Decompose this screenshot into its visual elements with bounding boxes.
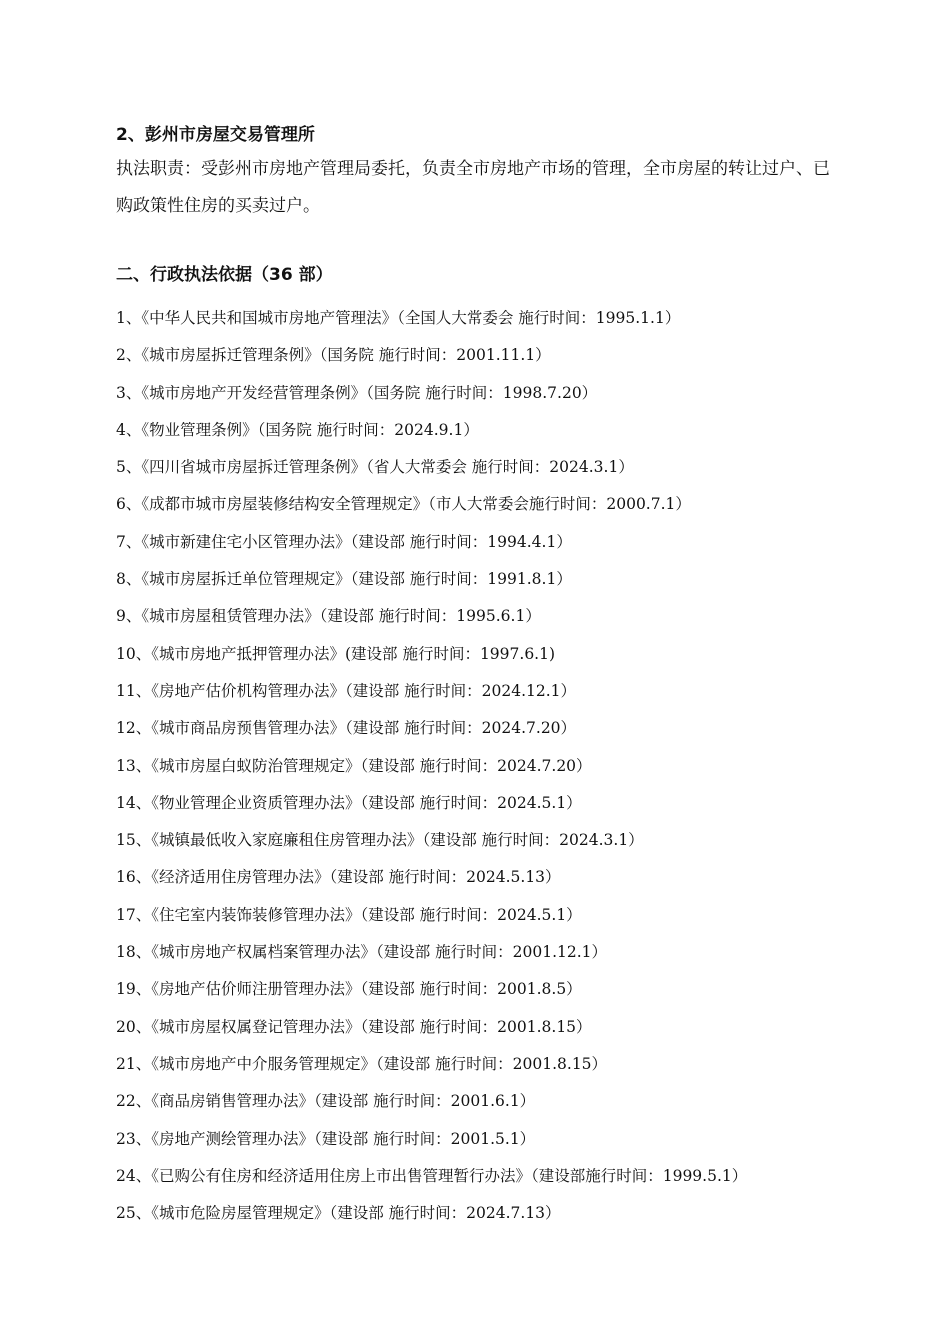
list-item: 14、《物业管理企业资质管理办法》（建设部 施行时间：2024.5.1） (116, 793, 582, 812)
list-item: 9、《城市房屋租赁管理办法》（建设部 施行时间：1995.6.1） (116, 607, 541, 626)
list-item: 8、《城市房屋拆迁单位管理规定》（建设部 施行时间：1991.8.1） (116, 570, 572, 589)
section-title-enforcement-basis: 二、行政执法依据（36 部） (116, 265, 333, 285)
enforcement-duty-paragraph: 执法职责：受彭州市房地产管理局委托，负责全市房地产市场的管理，全市房屋的转让过户、已购政策性住房的买卖过户。 (116, 159, 830, 216)
list-item: 16、《经济适用住房管理办法》（建设部 施行时间：2024.5.13） (116, 868, 561, 887)
list-item: 1、《中华人民共和国城市房地产管理法》（全国人大常委会 施行时间：1995.1.1） (116, 309, 681, 327)
list-item: 23、《房地产测绘管理办法》（建设部 施行时间：2001.5.1） (116, 1129, 536, 1148)
list-item: 19、《房地产估价师注册管理办法》（建设部 施行时间：2001.8.5） (116, 980, 582, 999)
list-item: 2、《城市房屋拆迁管理条例》（国务院 施行时间：2001.11.1） (116, 346, 551, 365)
list-item: 10、《城市房地产抵押管理办法》(建设部 施行时间：1997.6.1) (116, 644, 556, 663)
section-title-housing-trading-office: 2、彭州市房屋交易管理所 (116, 125, 315, 145)
list-item: 11、《房地产估价机构管理办法》（建设部 施行时间：2024.12.1） (116, 681, 577, 700)
list-item: 24、《已购公有住房和经济适用住房上市出售管理暂行办法》（建设部施行时间：1999.5.1） (116, 1166, 748, 1185)
list-item: 25、《城市危险房屋管理规定》（建设部 施行时间：2024.7.13） (116, 1204, 561, 1223)
regulation-list (116, 300, 836, 1232)
list-item: 20、《城市房屋权属登记管理办法》（建设部 施行时间：2001.8.15） (116, 1017, 592, 1036)
list-item: 7、《城市新建住宅小区管理办法》（建设部 施行时间：1994.4.1） (116, 532, 572, 551)
list-item: 22、《商品房销售管理办法》（建设部 施行时间：2001.6.1） (116, 1092, 536, 1111)
list-item: 6、《成都市城市房屋装修结构安全管理规定》（市人大常委会施行时间：2000.7.1） (116, 495, 691, 514)
list-item: 21、《城市房地产中介服务管理规定》（建设部 施行时间：2001.8.15） (116, 1054, 608, 1073)
list-item: 15、《城镇最低收入家庭廉租住房管理办法》（建设部 施行时间：2024.3.1） (116, 831, 644, 850)
list-item: 13、《城市房屋白蚁防治管理规定》（建设部 施行时间：2024.7.20） (116, 756, 592, 775)
list-item: 12、《城市商品房预售管理办法》（建设部 施行时间：2024.7.20） (116, 719, 577, 738)
list-item: 17、《住宅室内装饰装修管理办法》（建设部 施行时间：2024.5.1） (116, 905, 582, 924)
list-item: 4、《物业管理条例》（国务院 施行时间：2024.9.1） (116, 420, 479, 439)
list-item: 5、《四川省城市房屋拆迁管理条例》（省人大常委会 施行时间：2024.3.1） (116, 458, 634, 477)
list-item: 3、《城市房地产开发经营管理条例》（国务院 施行时间：1998.7.20） (116, 383, 598, 402)
list-item: 18、《城市房地产权属档案管理办法》（建设部 施行时间：2001.12.1） (116, 943, 608, 962)
